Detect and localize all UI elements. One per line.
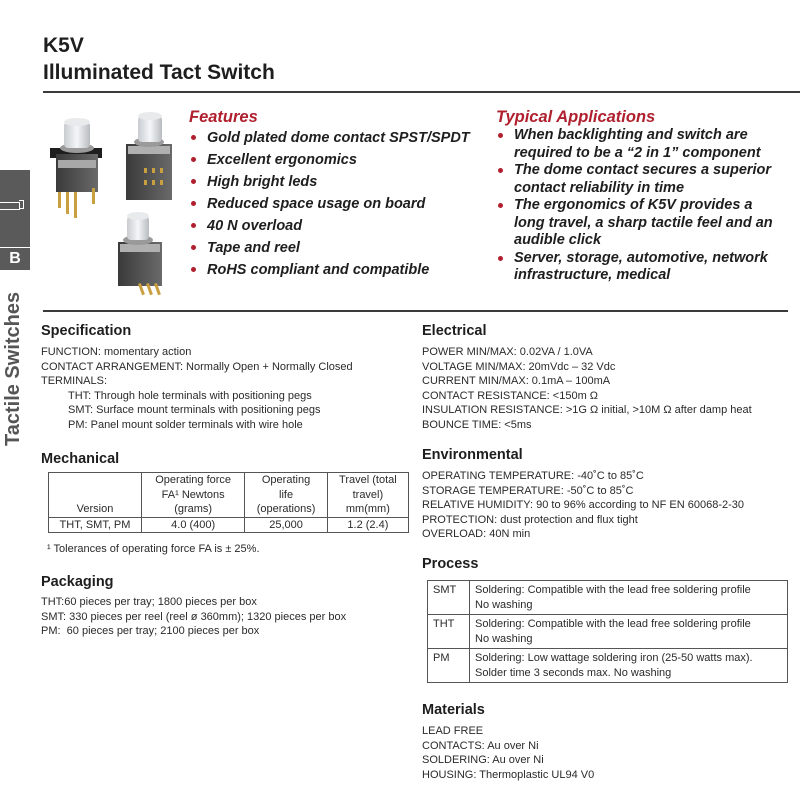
electrical-line: CURRENT MIN/MAX: 0.1mA – 100mA (422, 375, 611, 388)
materials-line: HOUSING: Thermoplastic UL94 V0 (422, 768, 595, 781)
specification-section (41, 322, 411, 433)
header-operating-force: Operating force FA¹ Newtons (grams) (142, 473, 245, 518)
features-list (189, 127, 489, 281)
process-desc: Soldering: Compatible with the lead free soldering profile No washing (470, 615, 788, 649)
environmental-title: Environmental (422, 447, 523, 463)
process-section (422, 555, 792, 683)
process-type: THT (428, 615, 470, 649)
spec-line: CONTACT ARRANGEMENT: Normally Open + Normally Closed (41, 360, 353, 373)
spec-line: TERMINALS: (41, 375, 108, 388)
electrical-line: BOUNCE TIME: <5ms (422, 418, 532, 431)
switch-image-1 (50, 118, 102, 218)
process-type: PM (428, 649, 470, 683)
materials-section (422, 701, 792, 782)
applications-heading: Typical Applications (496, 108, 656, 126)
mechanical-table (48, 472, 409, 533)
terminal-line: PM: Panel mount solder terminals with wire hole (68, 418, 303, 431)
page-title: Illuminated Tact Switch (43, 61, 275, 84)
process-desc: Soldering: Low wattage soldering iron (25-50 watts max). Solder time 3 seconds max. No washing (470, 649, 788, 683)
electrical-line: POWER MIN/MAX: 0.02VA / 1.0VA (422, 346, 593, 358)
cell-operating-force: 4.0 (400) (142, 517, 245, 533)
table-header-row (49, 473, 409, 518)
materials-line: LEAD FREE (422, 725, 484, 737)
cell-travel: 1.2 (2.4) (327, 517, 408, 533)
section-letter: B (0, 247, 30, 270)
packaging-section (41, 573, 411, 639)
header-operating-life: Operating life (operations) (245, 473, 327, 518)
category-label: Tactile Switches (2, 291, 24, 446)
specification-title: Specification (41, 323, 132, 339)
cell-version: THT, SMT, PM (49, 517, 142, 533)
environmental-line: OPERATING TEMPERATURE: -40˚C to 85˚C (422, 470, 644, 482)
applications-list (496, 127, 786, 285)
application-item: When backlighting and switch are required to be a “2 in 1” component (496, 127, 786, 162)
section-divider (43, 310, 788, 312)
packaging-line: SMT: 330 pieces per reel (reel ø 360mm); 1320 pieces per box (41, 610, 347, 623)
materials-title: Materials (422, 702, 485, 718)
environmental-line: OVERLOAD: 40N min (422, 528, 531, 541)
header-travel: Travel (total travel) mm(mm) (327, 473, 408, 518)
environmental-line: RELATIVE HUMIDITY: 90 to 96% according to NF EN 60068-2-30 (422, 499, 744, 512)
table-row (49, 517, 409, 533)
application-item: The ergonomics of K5V provides a long travel, a sharp tactile feel and an audible click (496, 197, 786, 250)
environmental-line: STORAGE TEMPERATURE: -50˚C to 85˚C (422, 484, 634, 497)
process-desc: Soldering: Compatible with the lead free soldering profile No washing (470, 581, 788, 615)
feature-item: 40 N overload (189, 215, 489, 237)
mechanical-section (41, 450, 411, 557)
process-title: Process (422, 556, 479, 572)
header-divider (43, 91, 800, 93)
applications-section (496, 107, 786, 285)
materials-line: CONTACTS: Au over Ni (422, 739, 539, 752)
electrical-section (422, 322, 792, 433)
application-item: The dome contact secures a superior contact reliability in time (496, 162, 786, 197)
feature-item: Excellent ergonomics (189, 149, 489, 171)
features-heading: Features (189, 108, 258, 126)
spec-line: FUNCTION: momentary action (41, 346, 192, 358)
mechanical-footnote: ¹ Tolerances of operating force FA is ± 25%. (47, 543, 260, 555)
feature-item: Gold plated dome contact SPST/SPDT (189, 127, 489, 149)
feature-item: High bright leds (189, 171, 489, 193)
product-model: K5V (43, 34, 84, 57)
electrical-line: INSULATION RESISTANCE: >1G Ω initial, >10M Ω after damp heat (422, 404, 752, 417)
materials-line: SOLDERING: Au over Ni (422, 754, 544, 767)
environmental-line: PROTECTION: dust protection and flux tight (422, 513, 638, 526)
terminal-line: SMT: Surface mount terminals with positioning pegs (68, 404, 321, 417)
terminal-line: THT: Through hole terminals with positioning pegs (68, 389, 312, 402)
feature-item: RoHS compliant and compatible (189, 259, 489, 281)
electrical-line: CONTACT RESISTANCE: <150m Ω (422, 389, 599, 402)
switch-image-2 (126, 112, 172, 200)
application-item: Server, storage, automotive, network infrastructure, medical (496, 250, 786, 285)
table-row (428, 649, 788, 683)
packaging-title: Packaging (41, 574, 114, 590)
features-section (189, 107, 489, 281)
switch-image-3 (118, 212, 162, 295)
feature-item: Reduced space usage on board (189, 193, 489, 215)
cell-operating-life: 25,000 (245, 517, 327, 533)
product-photo (34, 108, 184, 298)
feature-item: Tape and reel (189, 237, 489, 259)
table-row (428, 581, 788, 615)
side-tab (0, 170, 30, 247)
process-table (427, 580, 788, 683)
process-type: SMT (428, 581, 470, 615)
switch-icon (0, 202, 20, 210)
packaging-line: THT:60 pieces per tray; 1800 pieces per box (41, 596, 257, 608)
electrical-title: Electrical (422, 323, 487, 339)
mechanical-title: Mechanical (41, 451, 120, 467)
table-row (428, 615, 788, 649)
packaging-line: PM: 60 pieces per tray; 2100 pieces per box (41, 625, 260, 638)
electrical-line: VOLTAGE MIN/MAX: 20mVdc – 32 Vdc (422, 360, 616, 373)
environmental-section (422, 446, 792, 542)
header-version: Version (49, 473, 142, 518)
